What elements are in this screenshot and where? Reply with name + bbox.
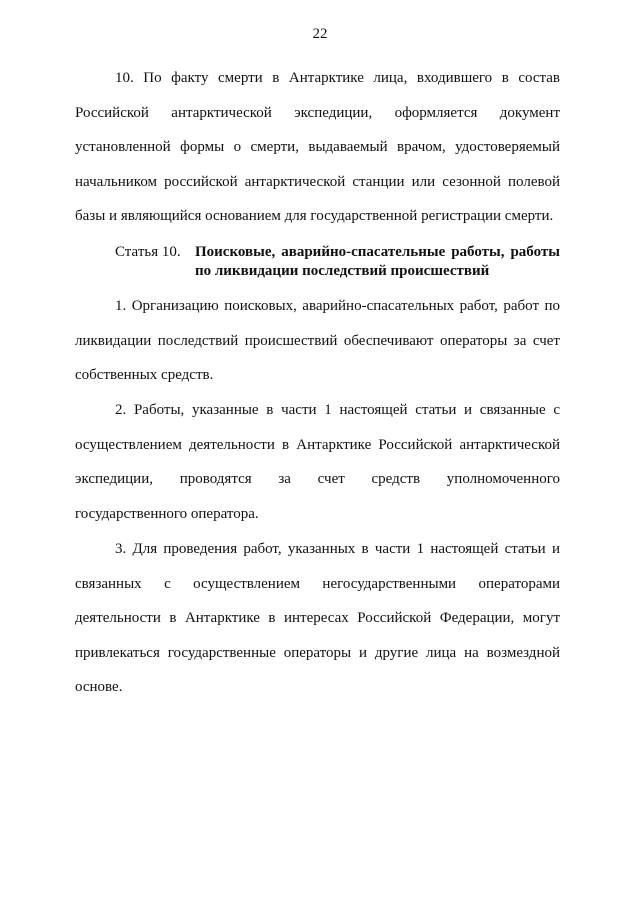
part-1-text: 1. Организацию поисковых, аварийно-спасательных работ, работ по ликвидации последствий происшествий обеспечивают операторы за счет собственных средств. [75,298,560,383]
article-10-part-1 [75,289,560,393]
article-label: Статья 10. [115,244,181,260]
article-10-part-2 [75,393,560,531]
paragraph-10-text: 10. По факту смерти в Антарктике лица, входившего в состав Российской антарктической экспедиции, оформляется документ установленной формы о смерти, выдаваемый врачом, удостоверяемый начальником российской антарктической станции или сезонной полевой базы и являющийся основанием для государственной регистрации смерти. [75,70,560,224]
part-2-text: 2. Работы, указанные в части 1 настоящей статьи и связанные с осуществлением деятельности в Антарктике Российской антарктической экспедиции, проводятся за счет средств уполномоченного государственного оператора. [75,402,560,522]
page-number: 22 [312,26,328,42]
paragraph-10-death-registration [75,61,560,234]
article-title: Поисковые, аварийно-спасательные работы, работы по ликвидации последствий происшествий [195,244,560,279]
article-10-part-3 [75,532,560,705]
part-3-text: 3. Для проведения работ, указанных в части 1 настоящей статьи и связанных с осуществлением негосударственными операторами деятельности в Антарктике в интересах Российской Федерации, могут привлекаться государственные операторы и другие лица на возмездной основе. [75,541,560,695]
